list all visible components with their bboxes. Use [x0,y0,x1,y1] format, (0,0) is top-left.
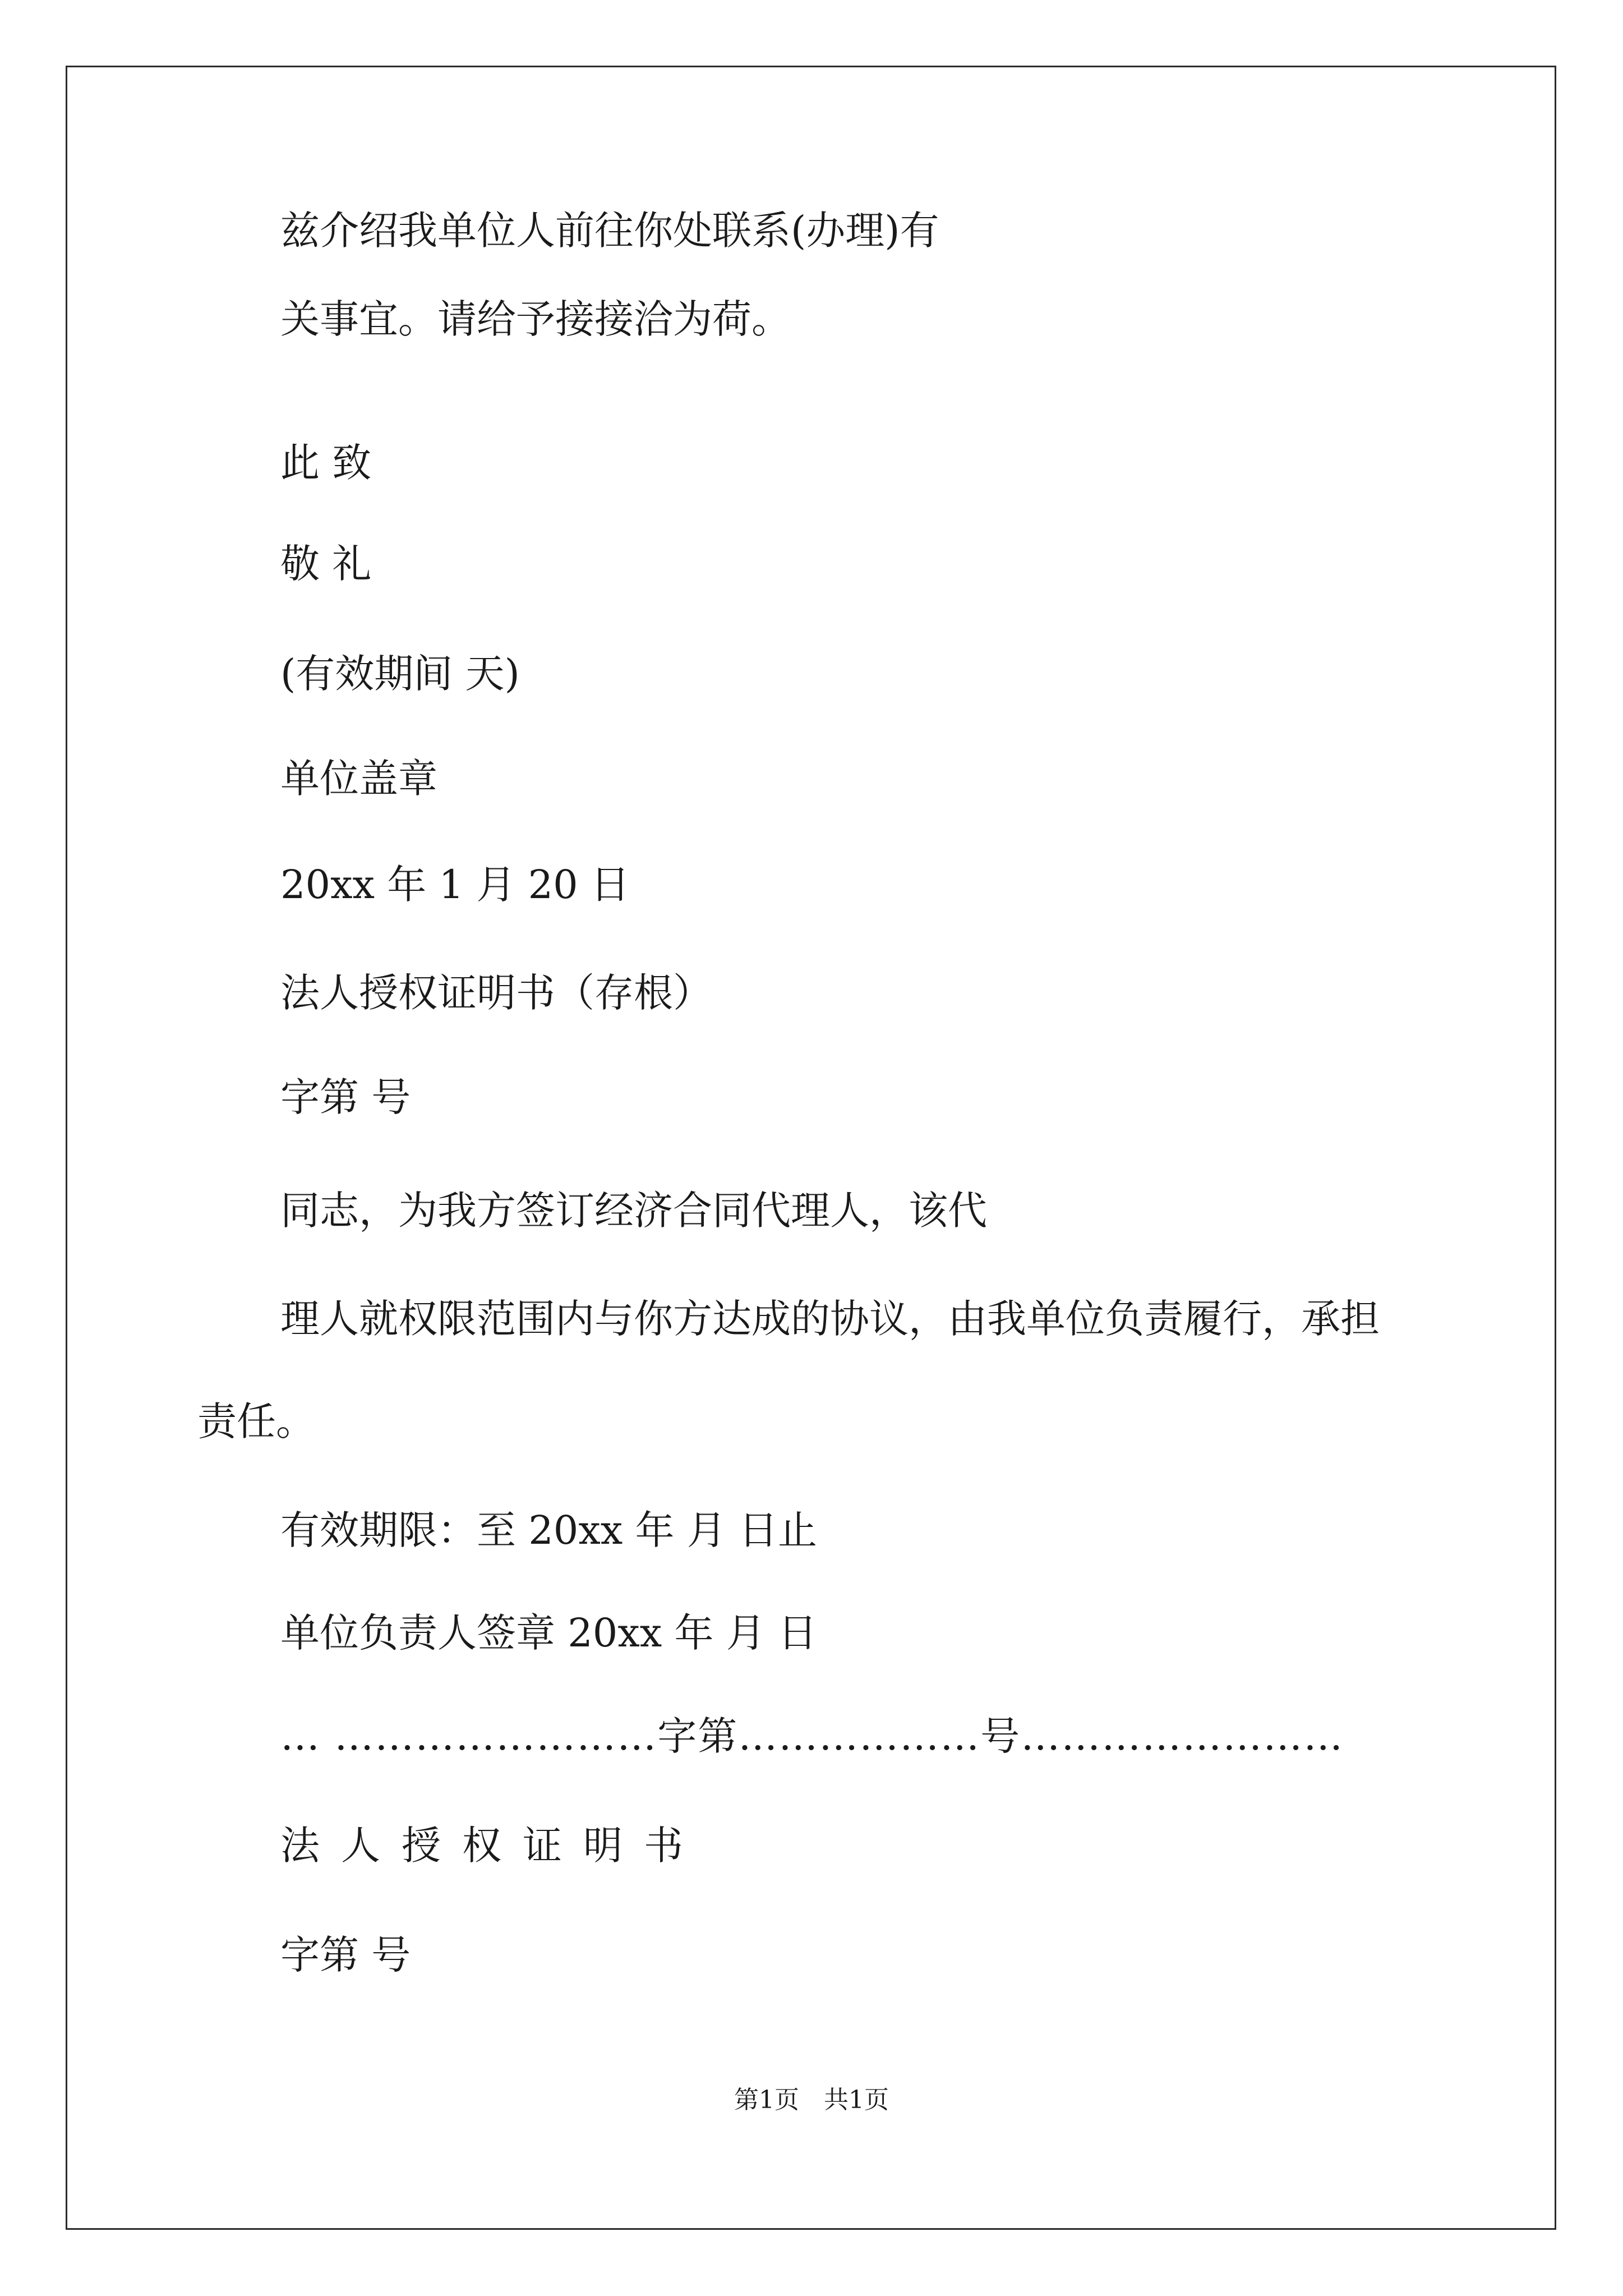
validity-period: (有效期间 天) [280,651,520,697]
letter-date: 20xx 年 1 月 20 日 [280,862,630,908]
authorization-stub-title: 法人授权证明书（存根） [280,970,712,1016]
agent-responsibility-end: 责任。 [197,1398,315,1444]
page-number-footer: 第1页 共1页 [734,2086,889,2114]
agent-appointment-line: 同志，为我方签订经济合同代理人，该代 [280,1188,987,1234]
authorization-title: 法人授权证明书 [280,1823,704,1869]
salutation-jingli: 敬 礼 [280,541,372,587]
stub-reference-number: 字第 号 [280,1074,411,1120]
responsible-signature-line: 单位负责人签章 20xx 年 月 日 [280,1610,818,1656]
unit-seal-label: 单位盖章 [280,756,437,802]
salutation-cizhi: 此 致 [280,440,372,486]
intro-line-2: 关事宜。请给予接接洽为荷。 [280,296,791,342]
intro-line-1: 兹介绍我单位人前往你处联系(办理)有 [280,208,939,254]
cut-line-reference: … ……………………字第………………号…………………… [280,1713,1344,1759]
validity-limit-line: 有效期限：至 20xx 年 月 日止 [280,1507,818,1553]
agent-responsibility-line: 理人就权限范围内与你方达成的协议，由我单位负责履行，承担 [280,1296,1380,1342]
page-frame [66,66,1556,2230]
reference-number: 字第 号 [280,1932,411,1978]
